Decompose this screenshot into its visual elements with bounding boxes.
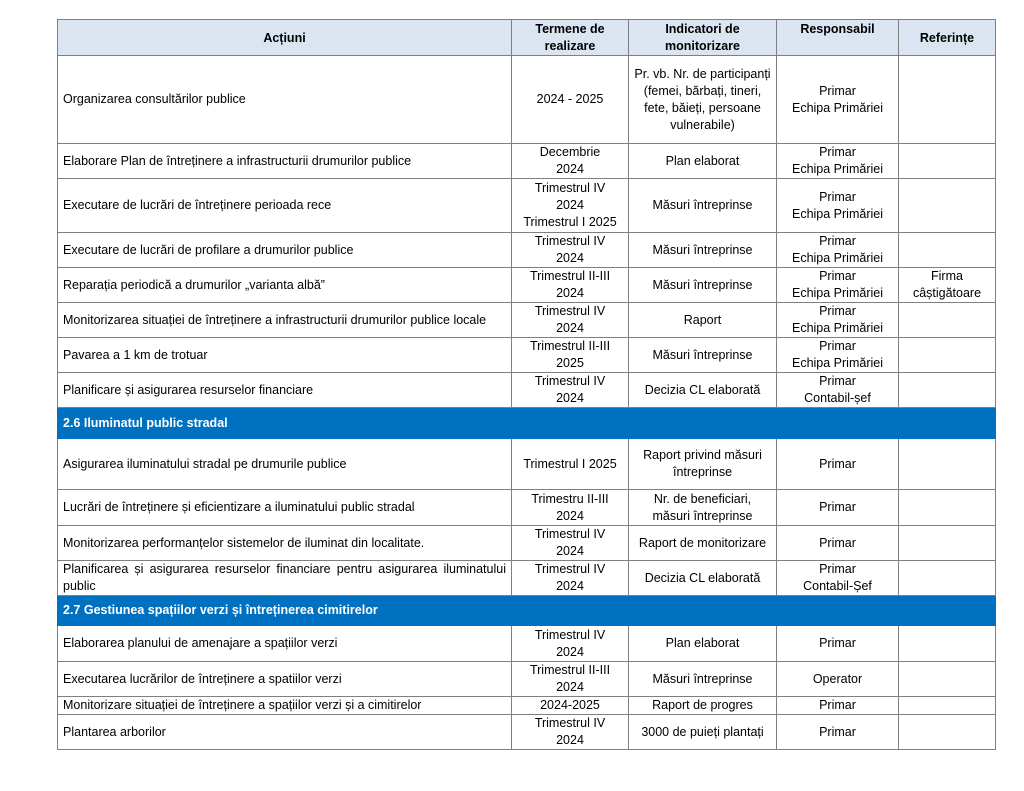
table-row <box>58 526 996 561</box>
section-header-2-6 <box>58 408 996 439</box>
cell-indicator: Decizia CL elaborată <box>629 561 777 596</box>
cell-indicator: Nr. de beneficiari, măsuri întreprinse <box>629 490 777 526</box>
cell-responsible: Primar Echipa Primăriei <box>777 338 899 373</box>
table-header-row <box>58 20 996 56</box>
table-row <box>58 490 996 526</box>
cell-reference <box>899 662 996 697</box>
cell-indicator: 3000 de puieți plantați <box>629 715 777 750</box>
cell-responsible: Primar Echipa Primăriei <box>777 233 899 268</box>
cell-responsible: Primar Echipa Primăriei <box>777 179 899 233</box>
section-title: 2.7 Gestiunea spațiilor verzi și întreținerea cimitirelor <box>58 596 996 626</box>
table-row <box>58 303 996 338</box>
cell-reference <box>899 490 996 526</box>
cell-reference: Firma câștigătoare <box>899 268 996 303</box>
cell-responsible: Primar <box>777 697 899 715</box>
cell-action: Planificarea și asigurarea resurselor financiare pentru asigurarea iluminatului public <box>58 561 512 596</box>
table-row <box>58 144 996 179</box>
cell-deadline: Trimestrul IV 2024 <box>512 626 629 662</box>
cell-reference <box>899 439 996 490</box>
cell-deadline: Trimestrul II-III 2024 <box>512 662 629 697</box>
header-deadline: Termene de realizare <box>512 20 629 56</box>
cell-indicator: Măsuri întreprinse <box>629 662 777 697</box>
cell-deadline: Trimestrul IV 2024 <box>512 561 629 596</box>
action-plan-table <box>57 19 996 750</box>
cell-reference <box>899 233 996 268</box>
cell-indicator: Raport privind măsuri întreprinse <box>629 439 777 490</box>
cell-reference <box>899 626 996 662</box>
cell-responsible: Primar <box>777 439 899 490</box>
section-header-2-7 <box>58 596 996 626</box>
cell-deadline: Trimestrul I 2025 <box>512 439 629 490</box>
cell-responsible: Primar <box>777 715 899 750</box>
cell-deadline: Trimestrul IV 2024 <box>512 715 629 750</box>
cell-indicator: Măsuri întreprinse <box>629 179 777 233</box>
cell-reference <box>899 715 996 750</box>
table-row <box>58 697 996 715</box>
cell-indicator: Pr. vb. Nr. de participanți (femei, bărbați, tineri, fete, băieți, persoane vulnerabile) <box>629 56 777 144</box>
cell-deadline: Trimestrul IV 2024 <box>512 233 629 268</box>
cell-responsible: Primar Echipa Primăriei <box>777 56 899 144</box>
cell-indicator: Raport de monitorizare <box>629 526 777 561</box>
cell-indicator: Plan elaborat <box>629 144 777 179</box>
cell-deadline: Trimestrul IV 2024 <box>512 373 629 408</box>
cell-indicator: Raport <box>629 303 777 338</box>
cell-responsible: Primar Echipa Primăriei <box>777 268 899 303</box>
cell-indicator: Raport de progres <box>629 697 777 715</box>
header-responsible: Responsabil <box>777 20 899 56</box>
table-row <box>58 561 996 596</box>
cell-action: Organizarea consultărilor publice <box>58 56 512 144</box>
cell-reference <box>899 56 996 144</box>
cell-action: Monitorizarea performanțelor sistemelor de iluminat din localitate. <box>58 526 512 561</box>
table-row <box>58 268 996 303</box>
cell-deadline: 2024 - 2025 <box>512 56 629 144</box>
cell-responsible: Primar Echipa Primăriei <box>777 144 899 179</box>
cell-responsible: Primar Contabil-șef <box>777 373 899 408</box>
cell-responsible: Operator <box>777 662 899 697</box>
table-row <box>58 373 996 408</box>
cell-action: Elaborare Plan de întreținere a infrastructurii drumurilor publice <box>58 144 512 179</box>
cell-reference <box>899 526 996 561</box>
table-row <box>58 56 996 144</box>
cell-reference <box>899 697 996 715</box>
cell-indicator: Măsuri întreprinse <box>629 233 777 268</box>
cell-responsible: Primar Echipa Primăriei <box>777 303 899 338</box>
cell-action: Pavarea a 1 km de trotuar <box>58 338 512 373</box>
cell-deadline: Trimestrul IV 2024 <box>512 303 629 338</box>
cell-deadline: 2024-2025 <box>512 697 629 715</box>
cell-indicator: Plan elaborat <box>629 626 777 662</box>
cell-responsible: Primar <box>777 626 899 662</box>
cell-action: Monitorizarea situației de întreținere a infrastructurii drumurilor publice locale <box>58 303 512 338</box>
table-row <box>58 338 996 373</box>
cell-deadline: Trimestrul II-III 2025 <box>512 338 629 373</box>
header-indicators: Indicatori de monitorizare <box>629 20 777 56</box>
cell-action: Monitorizare situației de întreținere a spațiilor verzi și a cimitirelor <box>58 697 512 715</box>
cell-deadline: Trimestrul IV 2024 <box>512 526 629 561</box>
cell-action: Plantarea arborilor <box>58 715 512 750</box>
cell-indicator: Măsuri întreprinse <box>629 268 777 303</box>
table-row <box>58 715 996 750</box>
cell-action: Executare de lucrări de întreținere perioada rece <box>58 179 512 233</box>
table-row <box>58 626 996 662</box>
cell-reference <box>899 179 996 233</box>
cell-deadline: Trimestrul IV 2024 Trimestrul I 2025 <box>512 179 629 233</box>
cell-deadline: Trimestrul II-III 2024 <box>512 268 629 303</box>
cell-reference <box>899 561 996 596</box>
cell-indicator: Decizia CL elaborată <box>629 373 777 408</box>
header-actions: Acțiuni <box>58 20 512 56</box>
cell-responsible: Primar Contabil-Șef <box>777 561 899 596</box>
cell-action: Elaborarea planului de amenajare a spațiilor verzi <box>58 626 512 662</box>
cell-action: Asigurarea iluminatului stradal pe drumurile publice <box>58 439 512 490</box>
cell-action: Lucrări de întreținere și eficientizare a iluminatului public stradal <box>58 490 512 526</box>
cell-responsible: Primar <box>777 490 899 526</box>
cell-reference <box>899 144 996 179</box>
section-title: 2.6 Iluminatul public stradal <box>58 408 996 439</box>
cell-action: Reparația periodică a drumurilor „varianta albă” <box>58 268 512 303</box>
table-row <box>58 233 996 268</box>
cell-reference <box>899 303 996 338</box>
cell-indicator: Măsuri întreprinse <box>629 338 777 373</box>
cell-action: Executarea lucrărilor de întreținere a spatiilor verzi <box>58 662 512 697</box>
cell-reference <box>899 373 996 408</box>
cell-action: Planificare și asigurarea resurselor financiare <box>58 373 512 408</box>
cell-responsible: Primar <box>777 526 899 561</box>
cell-deadline: Decembrie 2024 <box>512 144 629 179</box>
table-row <box>58 662 996 697</box>
header-references: Referințe <box>899 20 996 56</box>
cell-reference <box>899 338 996 373</box>
cell-deadline: Trimestru II-III 2024 <box>512 490 629 526</box>
table-row <box>58 439 996 490</box>
cell-action: Executare de lucrări de profilare a drumurilor publice <box>58 233 512 268</box>
table-row <box>58 179 996 233</box>
